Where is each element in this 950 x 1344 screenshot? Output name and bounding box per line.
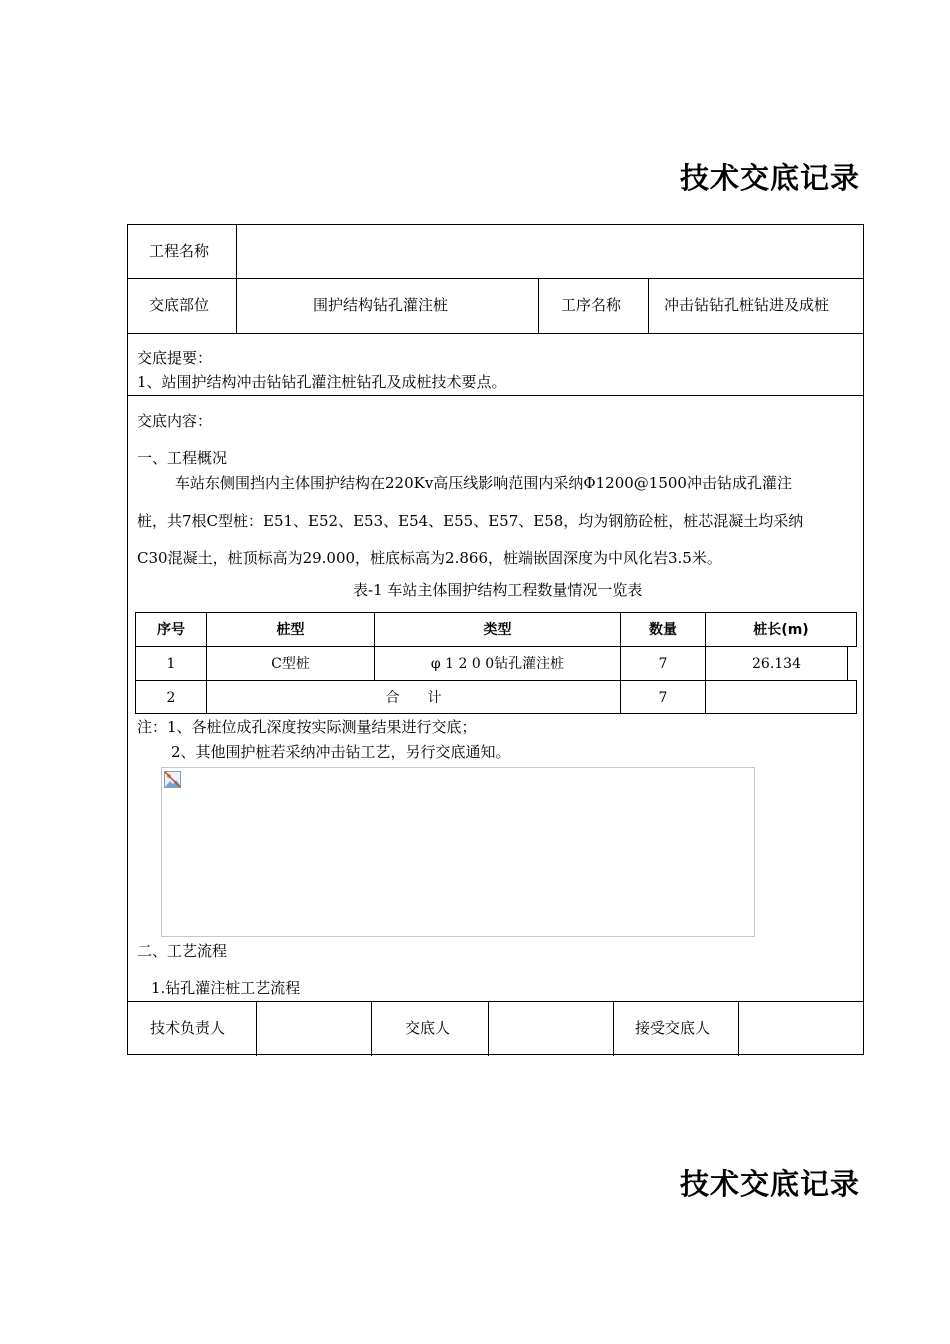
content-label: 交底内容： xyxy=(137,412,213,430)
table-header-text: 类型 xyxy=(483,622,512,638)
table-pile-length: 26.134 xyxy=(752,656,801,672)
summary-label: 交底提要： xyxy=(137,349,213,367)
process-value: 冲击钻钻孔桩钻进及成桩 xyxy=(664,296,830,314)
column-divider xyxy=(538,278,539,333)
section-heading: 一、工程概况 xyxy=(137,449,228,467)
part-label: 交底部位 xyxy=(149,296,210,314)
table-row-index: 1 xyxy=(166,656,176,672)
table-header-text: 数量 xyxy=(649,622,677,638)
row-divider xyxy=(128,1001,863,1002)
column-divider xyxy=(488,1001,489,1056)
overview-paragraph-line: 车站东侧围挡内主体围护结构在220Kv高压线影响范围内采纳Φ1200@1500冲击钻成孔灌注 xyxy=(175,474,792,492)
table-pile-type: C型桩 xyxy=(271,656,310,672)
quantity-table xyxy=(135,612,857,714)
row-divider xyxy=(128,333,863,334)
overview-paragraph-line: C30混凝土，桩顶标高为29.000，桩底标高为2.866，桩端嵌固深度为中风化岩3.5米。 xyxy=(137,549,722,567)
overview-paragraph-line: 桩，共7根C型桩：E51、E52、E53、E54、E55、E57、E58，均为钢筋砼桩，桩芯混凝土均采纳 xyxy=(137,512,804,530)
table-header-text: 桩长(m) xyxy=(753,622,809,638)
column-divider xyxy=(236,225,237,333)
column-divider xyxy=(738,1001,739,1056)
broken-image-icon xyxy=(164,771,181,788)
table-header-text: 序号 xyxy=(157,622,185,638)
tech-lead-label: 技术负责人 xyxy=(150,1019,226,1037)
section-heading: 二、工艺流程 xyxy=(137,942,228,960)
row-divider xyxy=(128,395,863,396)
table-header-text: 桩型 xyxy=(276,622,305,638)
subsection-heading: 1.钻孔灌注桩工艺流程 xyxy=(151,979,301,997)
row-divider xyxy=(128,278,863,279)
document-title: 技术交底记录 xyxy=(679,161,860,195)
discloser-label: 交底人 xyxy=(405,1019,451,1037)
project-name-label: 工程名称 xyxy=(149,242,210,260)
table-row-index: 2 xyxy=(166,690,176,706)
table-quantity: 7 xyxy=(658,656,668,672)
column-divider xyxy=(256,1001,257,1056)
receiver-label: 接受交底人 xyxy=(635,1019,711,1037)
process-label: 工序名称 xyxy=(561,296,622,314)
table-cell xyxy=(705,680,857,714)
table-category: φ 1 2 0 0钻孔灌注桩 xyxy=(430,656,565,672)
note-line: 2、其他围护桩若采纳冲击钻工艺，另行交底通知。 xyxy=(171,743,511,761)
document-title: 技术交底记录 xyxy=(679,1167,860,1201)
table-total-quantity: 7 xyxy=(658,690,668,706)
part-value: 围护结构钻孔灌注桩 xyxy=(313,296,449,314)
column-divider xyxy=(613,1001,614,1056)
summary-line: 1、站围护结构冲击钻钻孔灌注桩钻孔及成桩技术要点。 xyxy=(137,373,507,391)
column-divider xyxy=(371,1001,372,1056)
table-caption: 表-1 车站主体围护结构工程数量情况一览表 xyxy=(353,581,643,599)
image-placeholder xyxy=(161,767,755,937)
note-line: 注：1、各桩位成孔深度按实际测量结果进行交底； xyxy=(137,718,477,736)
table-total-label: 合 计 xyxy=(385,690,442,706)
column-divider xyxy=(648,278,649,333)
